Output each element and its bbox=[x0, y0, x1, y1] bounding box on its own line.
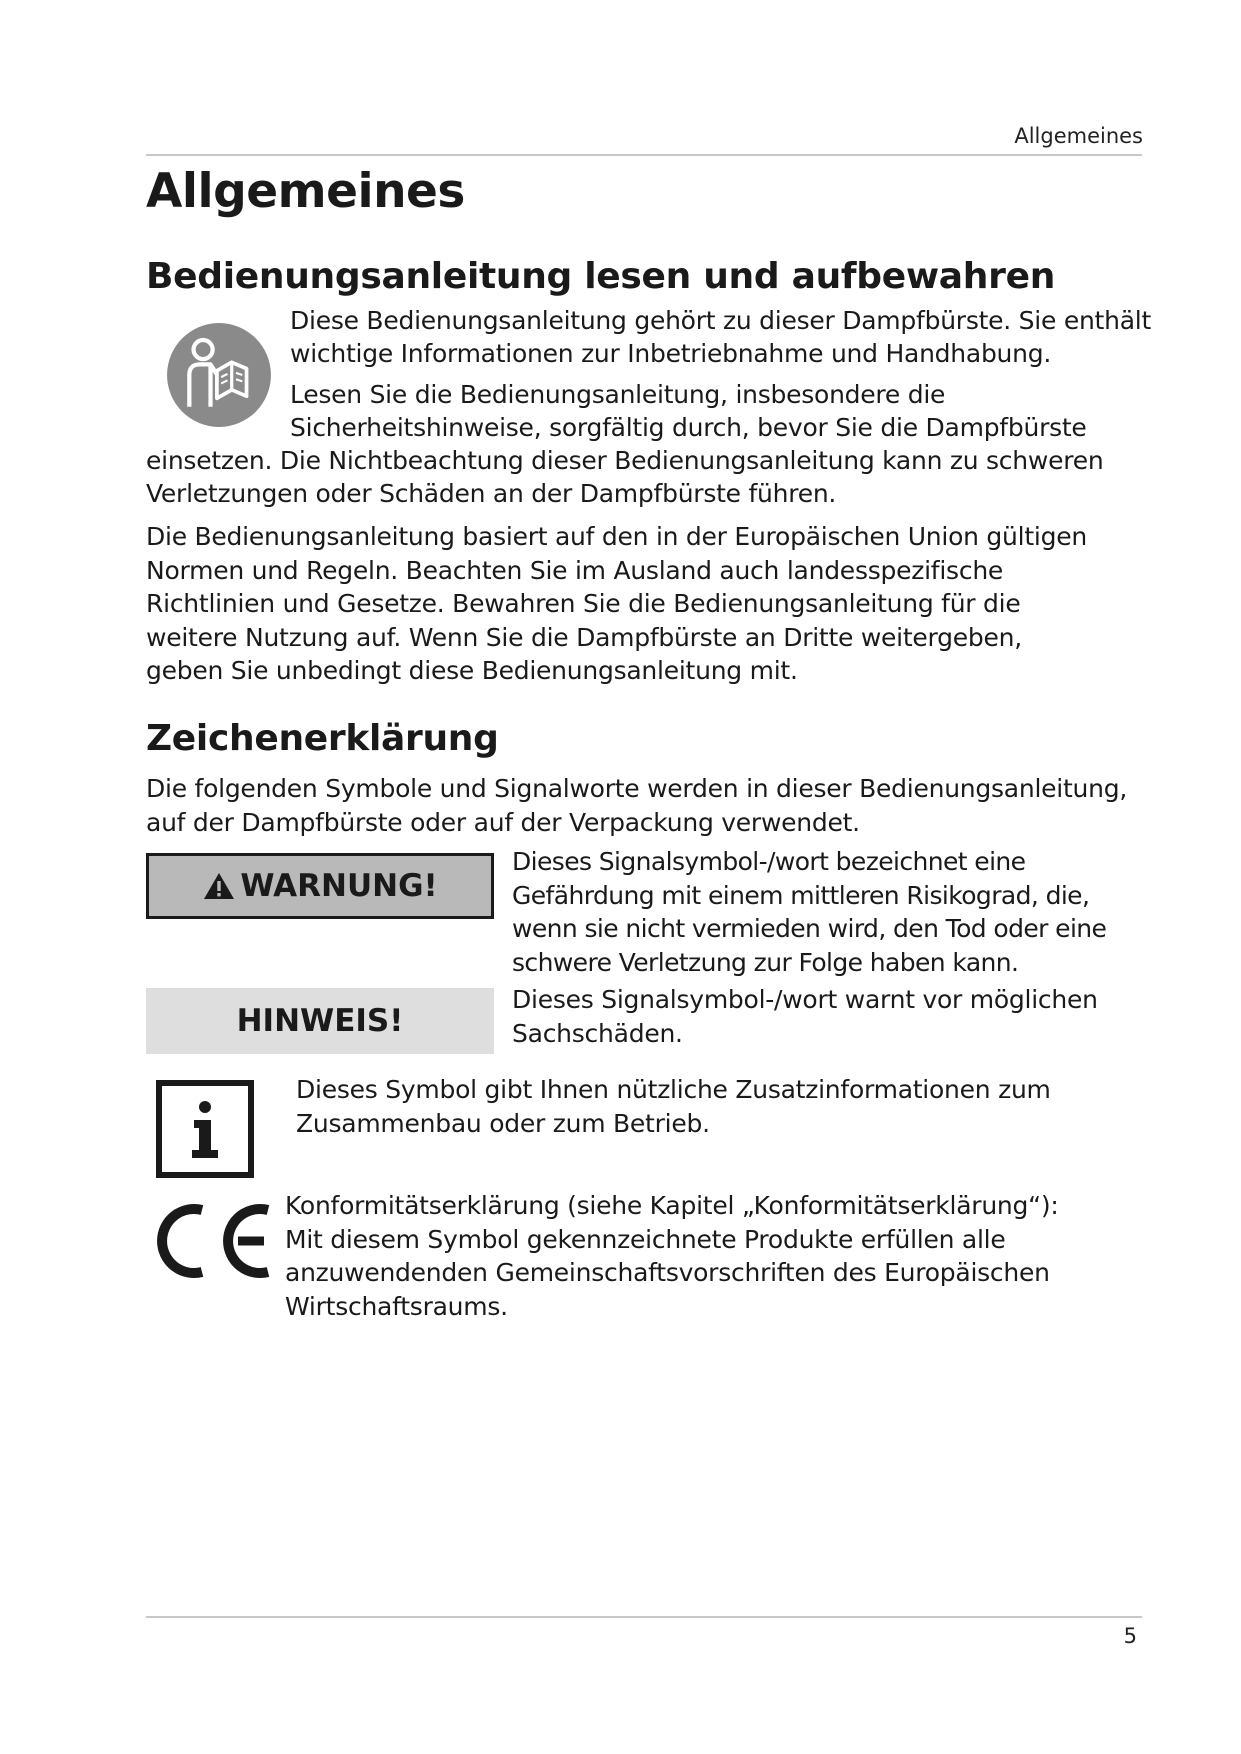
ce-description: Konformitätserklärung (siehe Kapitel „Konformitätserklärung“): Mit diesem Symbol gekennzeichnete Produkte erfüllen alle anzuwendenden Gemeinschaftsvorschriften des Europäischen Wirtschaftsraums. bbox=[285, 1191, 1059, 1321]
warning-label: WARNUNG! bbox=[240, 868, 438, 904]
symbols-intro: Die folgenden Symbole und Signalworte werden in dieser Bedienungsanleitung, auf der Dampfbürste oder auf der Verpackung verwendet. bbox=[146, 774, 1128, 837]
read-manual-icon bbox=[166, 322, 272, 428]
warning-triangle-icon bbox=[202, 871, 236, 901]
notice-signal-box bbox=[146, 988, 494, 1054]
page-number: 5 bbox=[1123, 1624, 1137, 1648]
running-header: Allgemeines bbox=[1014, 124, 1143, 148]
warning-description: Dieses Signalsymbol-/wort bezeichnet eine Gefährdung mit einem mittleren Risikograd, die, wenn sie nicht vermieden wird, den Tod oder eine schwere Verletzung zur Folge haben kann. bbox=[512, 847, 1107, 977]
manual-read-line-3: einsetzen. Die Nichtbeachtung dieser Bedienungsanleitung kann zu schweren bbox=[146, 446, 1104, 475]
section-heading-read-manual: Bedienungsanleitung lesen und aufbewahren bbox=[146, 256, 1056, 297]
eu-norms-paragraph: Die Bedienungsanleitung basiert auf den in der Europäischen Union gültigen Normen und Regeln. Beachten Sie im Ausland auch landesspezifische Richtlinien und Gesetze. Bewahren Sie die Bedienungsanleitung für die weitere Nutzung auf. Wenn Sie die Dampfbürste an Dritte weitergeben, geben Sie unbedingt diese Bedienungsanleitung mit. bbox=[146, 522, 1087, 685]
info-icon bbox=[156, 1080, 254, 1178]
section-heading-symbols: Zeichenerklärung bbox=[146, 718, 499, 759]
ce-mark-icon bbox=[156, 1198, 276, 1284]
manual-read-line-1: Lesen Sie die Bedienungsanleitung, insbesondere die bbox=[290, 380, 946, 409]
manual-read-line-2: Sicherheitshinweise, sorgfältig durch, bevor Sie die Dampfbürste bbox=[290, 413, 1087, 442]
info-description: Dieses Symbol gibt Ihnen nützliche Zusatzinformationen zum Zusammenbau oder zum Betrieb. bbox=[296, 1075, 1051, 1138]
notice-label: HINWEIS! bbox=[236, 1003, 404, 1039]
page-title: Allgemeines bbox=[146, 164, 465, 219]
header-rule bbox=[146, 154, 1142, 156]
manual-read-line-4: Verletzungen oder Schäden an der Dampfbürste führen. bbox=[146, 479, 837, 508]
footer-rule bbox=[146, 1616, 1142, 1618]
warning-signal-box bbox=[146, 853, 494, 919]
notice-description: Dieses Signalsymbol-/wort warnt vor möglichen Sachschäden. bbox=[512, 985, 1098, 1048]
manual-intro-line-2: wichtige Informationen zur Inbetriebnahme und Handhabung. bbox=[290, 339, 1052, 368]
manual-intro-line-1: Diese Bedienungsanleitung gehört zu dieser Dampfbürste. Sie enthält bbox=[290, 306, 1152, 335]
